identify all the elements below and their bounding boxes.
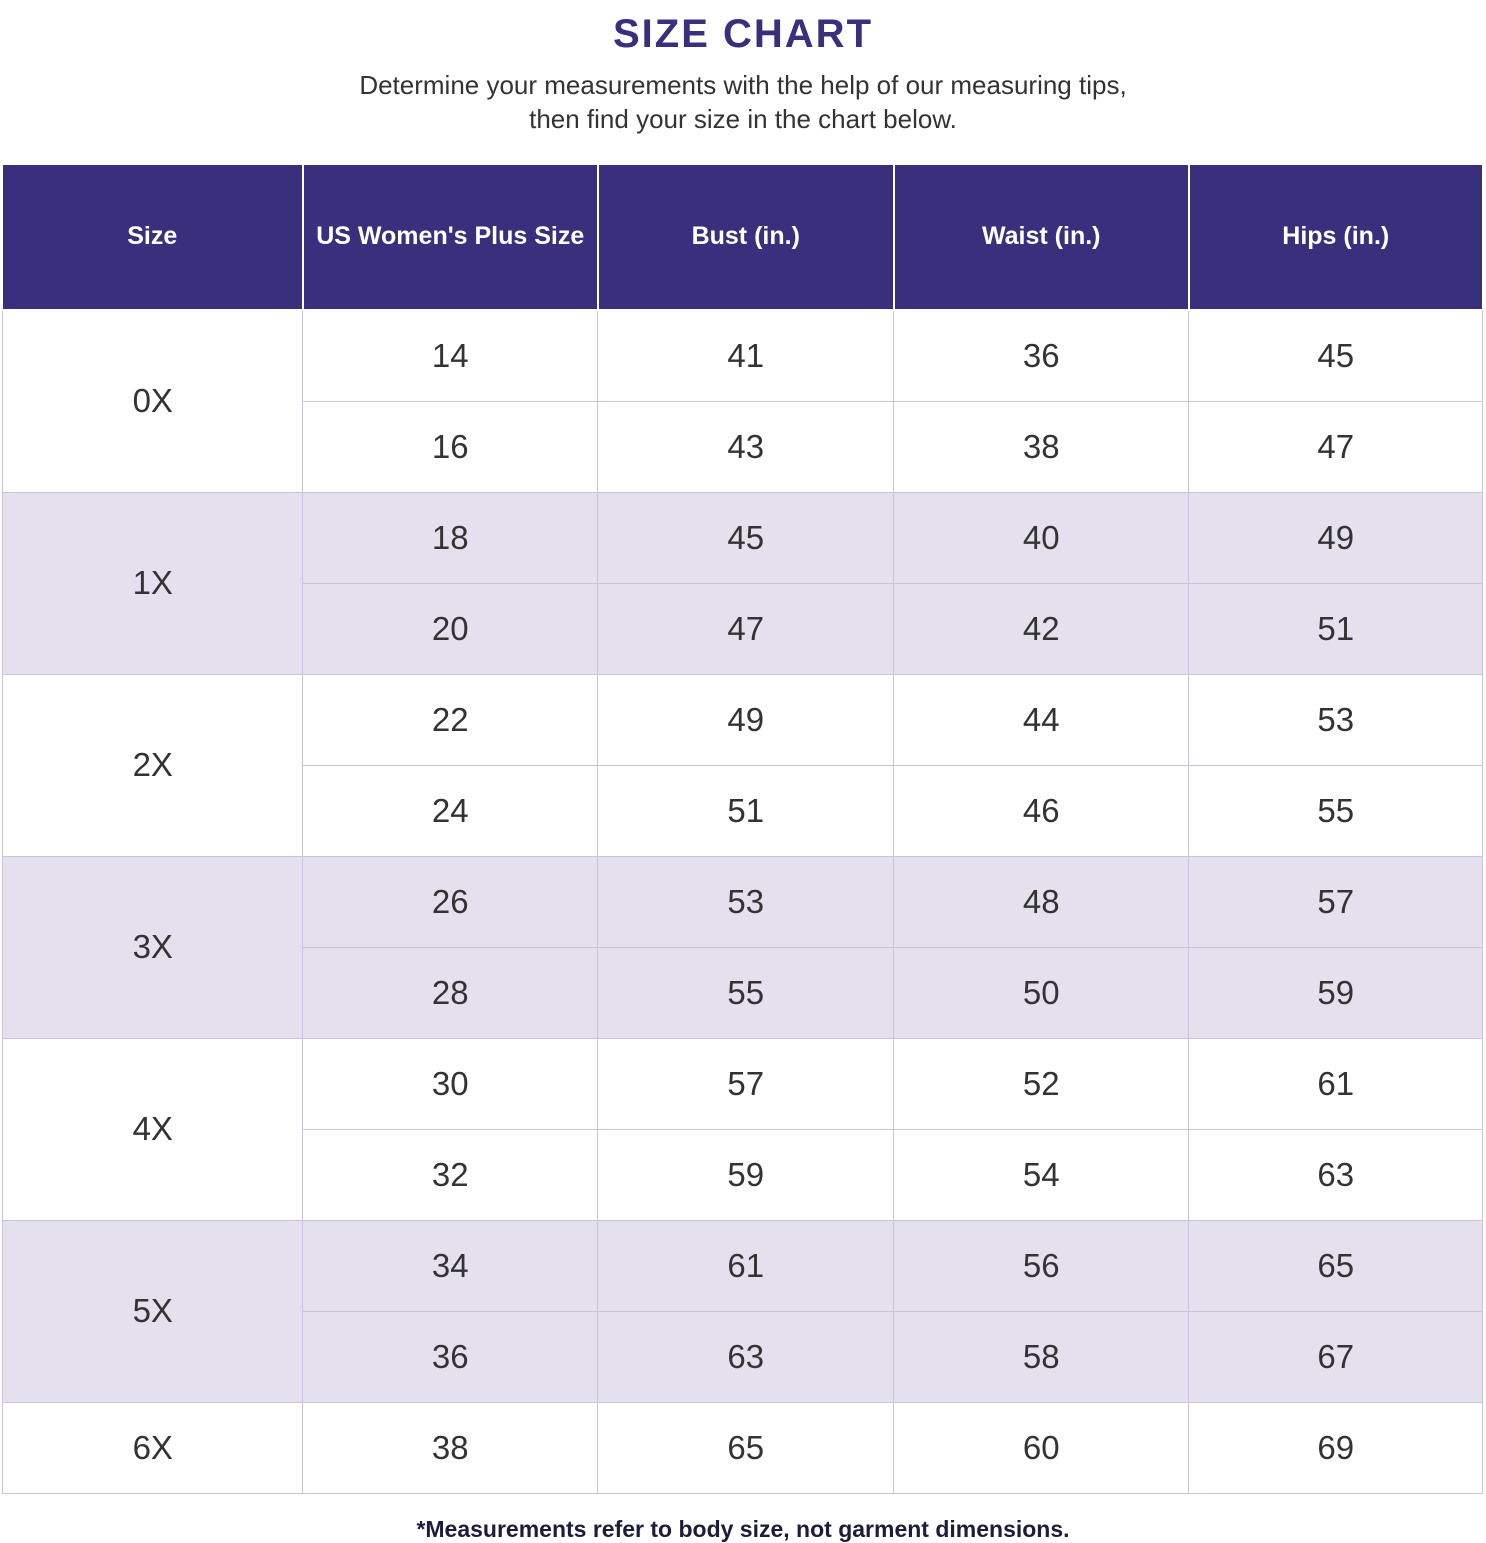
waist-cell: 52: [894, 1038, 1189, 1129]
table-row: [3, 1220, 1483, 1311]
column-header-bust: Bust (in.): [598, 164, 894, 310]
size-chart-page: [0, 4, 1486, 1542]
bust-cell: 57: [598, 1038, 894, 1129]
us-plus-size-cell: 18: [303, 492, 598, 583]
hips-cell: 51: [1189, 583, 1483, 674]
hips-cell: 69: [1189, 1402, 1483, 1493]
bust-cell: 65: [598, 1402, 894, 1493]
bust-cell: 45: [598, 492, 894, 583]
waist-cell: 46: [894, 765, 1189, 856]
bust-cell: 53: [598, 856, 894, 947]
table-row: [3, 310, 1483, 402]
subtitle-line-2: then find your size in the chart below.: [529, 103, 957, 134]
us-plus-size-cell: 16: [303, 401, 598, 492]
us-plus-size-cell: 30: [303, 1038, 598, 1129]
waist-cell: 36: [894, 310, 1189, 402]
us-plus-size-cell: 26: [303, 856, 598, 947]
waist-cell: 38: [894, 401, 1189, 492]
waist-cell: 44: [894, 674, 1189, 765]
bust-cell: 47: [598, 583, 894, 674]
page-title: SIZE CHART: [613, 12, 873, 56]
waist-cell: 56: [894, 1220, 1189, 1311]
size-label-cell: 1X: [3, 492, 303, 674]
waist-cell: 40: [894, 492, 1189, 583]
bust-cell: 55: [598, 947, 894, 1038]
bust-cell: 41: [598, 310, 894, 402]
table-row: [3, 492, 1483, 583]
size-label-cell: 2X: [3, 674, 303, 856]
bust-cell: 59: [598, 1129, 894, 1220]
hips-cell: 63: [1189, 1129, 1483, 1220]
hips-cell: 55: [1189, 765, 1483, 856]
table-row: [3, 674, 1483, 765]
column-header-us-plus-size: US Women's Plus Size: [303, 164, 598, 310]
table-row: [3, 1402, 1483, 1493]
size-label-cell: 5X: [3, 1220, 303, 1402]
us-plus-size-cell: 24: [303, 765, 598, 856]
waist-cell: 54: [894, 1129, 1189, 1220]
us-plus-size-cell: 32: [303, 1129, 598, 1220]
bust-cell: 43: [598, 401, 894, 492]
us-plus-size-cell: 20: [303, 583, 598, 674]
size-label-cell: 4X: [3, 1038, 303, 1220]
waist-cell: 58: [894, 1311, 1189, 1402]
hips-cell: 47: [1189, 401, 1483, 492]
waist-cell: 60: [894, 1402, 1189, 1493]
bust-cell: 49: [598, 674, 894, 765]
hips-cell: 53: [1189, 674, 1483, 765]
us-plus-size-cell: 38: [303, 1402, 598, 1493]
us-plus-size-cell: 36: [303, 1311, 598, 1402]
column-header-hips: Hips (in.): [1189, 164, 1483, 310]
page-subtitle: [143, 69, 1343, 137]
column-header-waist: Waist (in.): [894, 164, 1189, 310]
column-header-size: Size: [3, 164, 303, 310]
table-body: [3, 310, 1483, 1494]
hips-cell: 61: [1189, 1038, 1483, 1129]
bust-cell: 61: [598, 1220, 894, 1311]
size-label-cell: 0X: [3, 310, 303, 493]
subtitle-line-1: Determine your measurements with the help of our measuring tips,: [359, 70, 1127, 100]
us-plus-size-cell: 34: [303, 1220, 598, 1311]
hips-cell: 65: [1189, 1220, 1483, 1311]
bust-cell: 63: [598, 1311, 894, 1402]
size-label-cell: 6X: [3, 1402, 303, 1493]
table-row: [3, 1038, 1483, 1129]
footnote: *Measurements refer to body size, not garment dimensions.: [416, 1515, 1070, 1542]
us-plus-size-cell: 28: [303, 947, 598, 1038]
hips-cell: 49: [1189, 492, 1483, 583]
table-header-row: [3, 164, 1483, 310]
size-chart-table: [2, 163, 1484, 1494]
us-plus-size-cell: 14: [303, 310, 598, 402]
hips-cell: 67: [1189, 1311, 1483, 1402]
table-row: [3, 856, 1483, 947]
bust-cell: 51: [598, 765, 894, 856]
waist-cell: 42: [894, 583, 1189, 674]
size-label-cell: 3X: [3, 856, 303, 1038]
us-plus-size-cell: 22: [303, 674, 598, 765]
waist-cell: 50: [894, 947, 1189, 1038]
hips-cell: 57: [1189, 856, 1483, 947]
hips-cell: 59: [1189, 947, 1483, 1038]
waist-cell: 48: [894, 856, 1189, 947]
table-header: [3, 164, 1483, 310]
hips-cell: 45: [1189, 310, 1483, 402]
